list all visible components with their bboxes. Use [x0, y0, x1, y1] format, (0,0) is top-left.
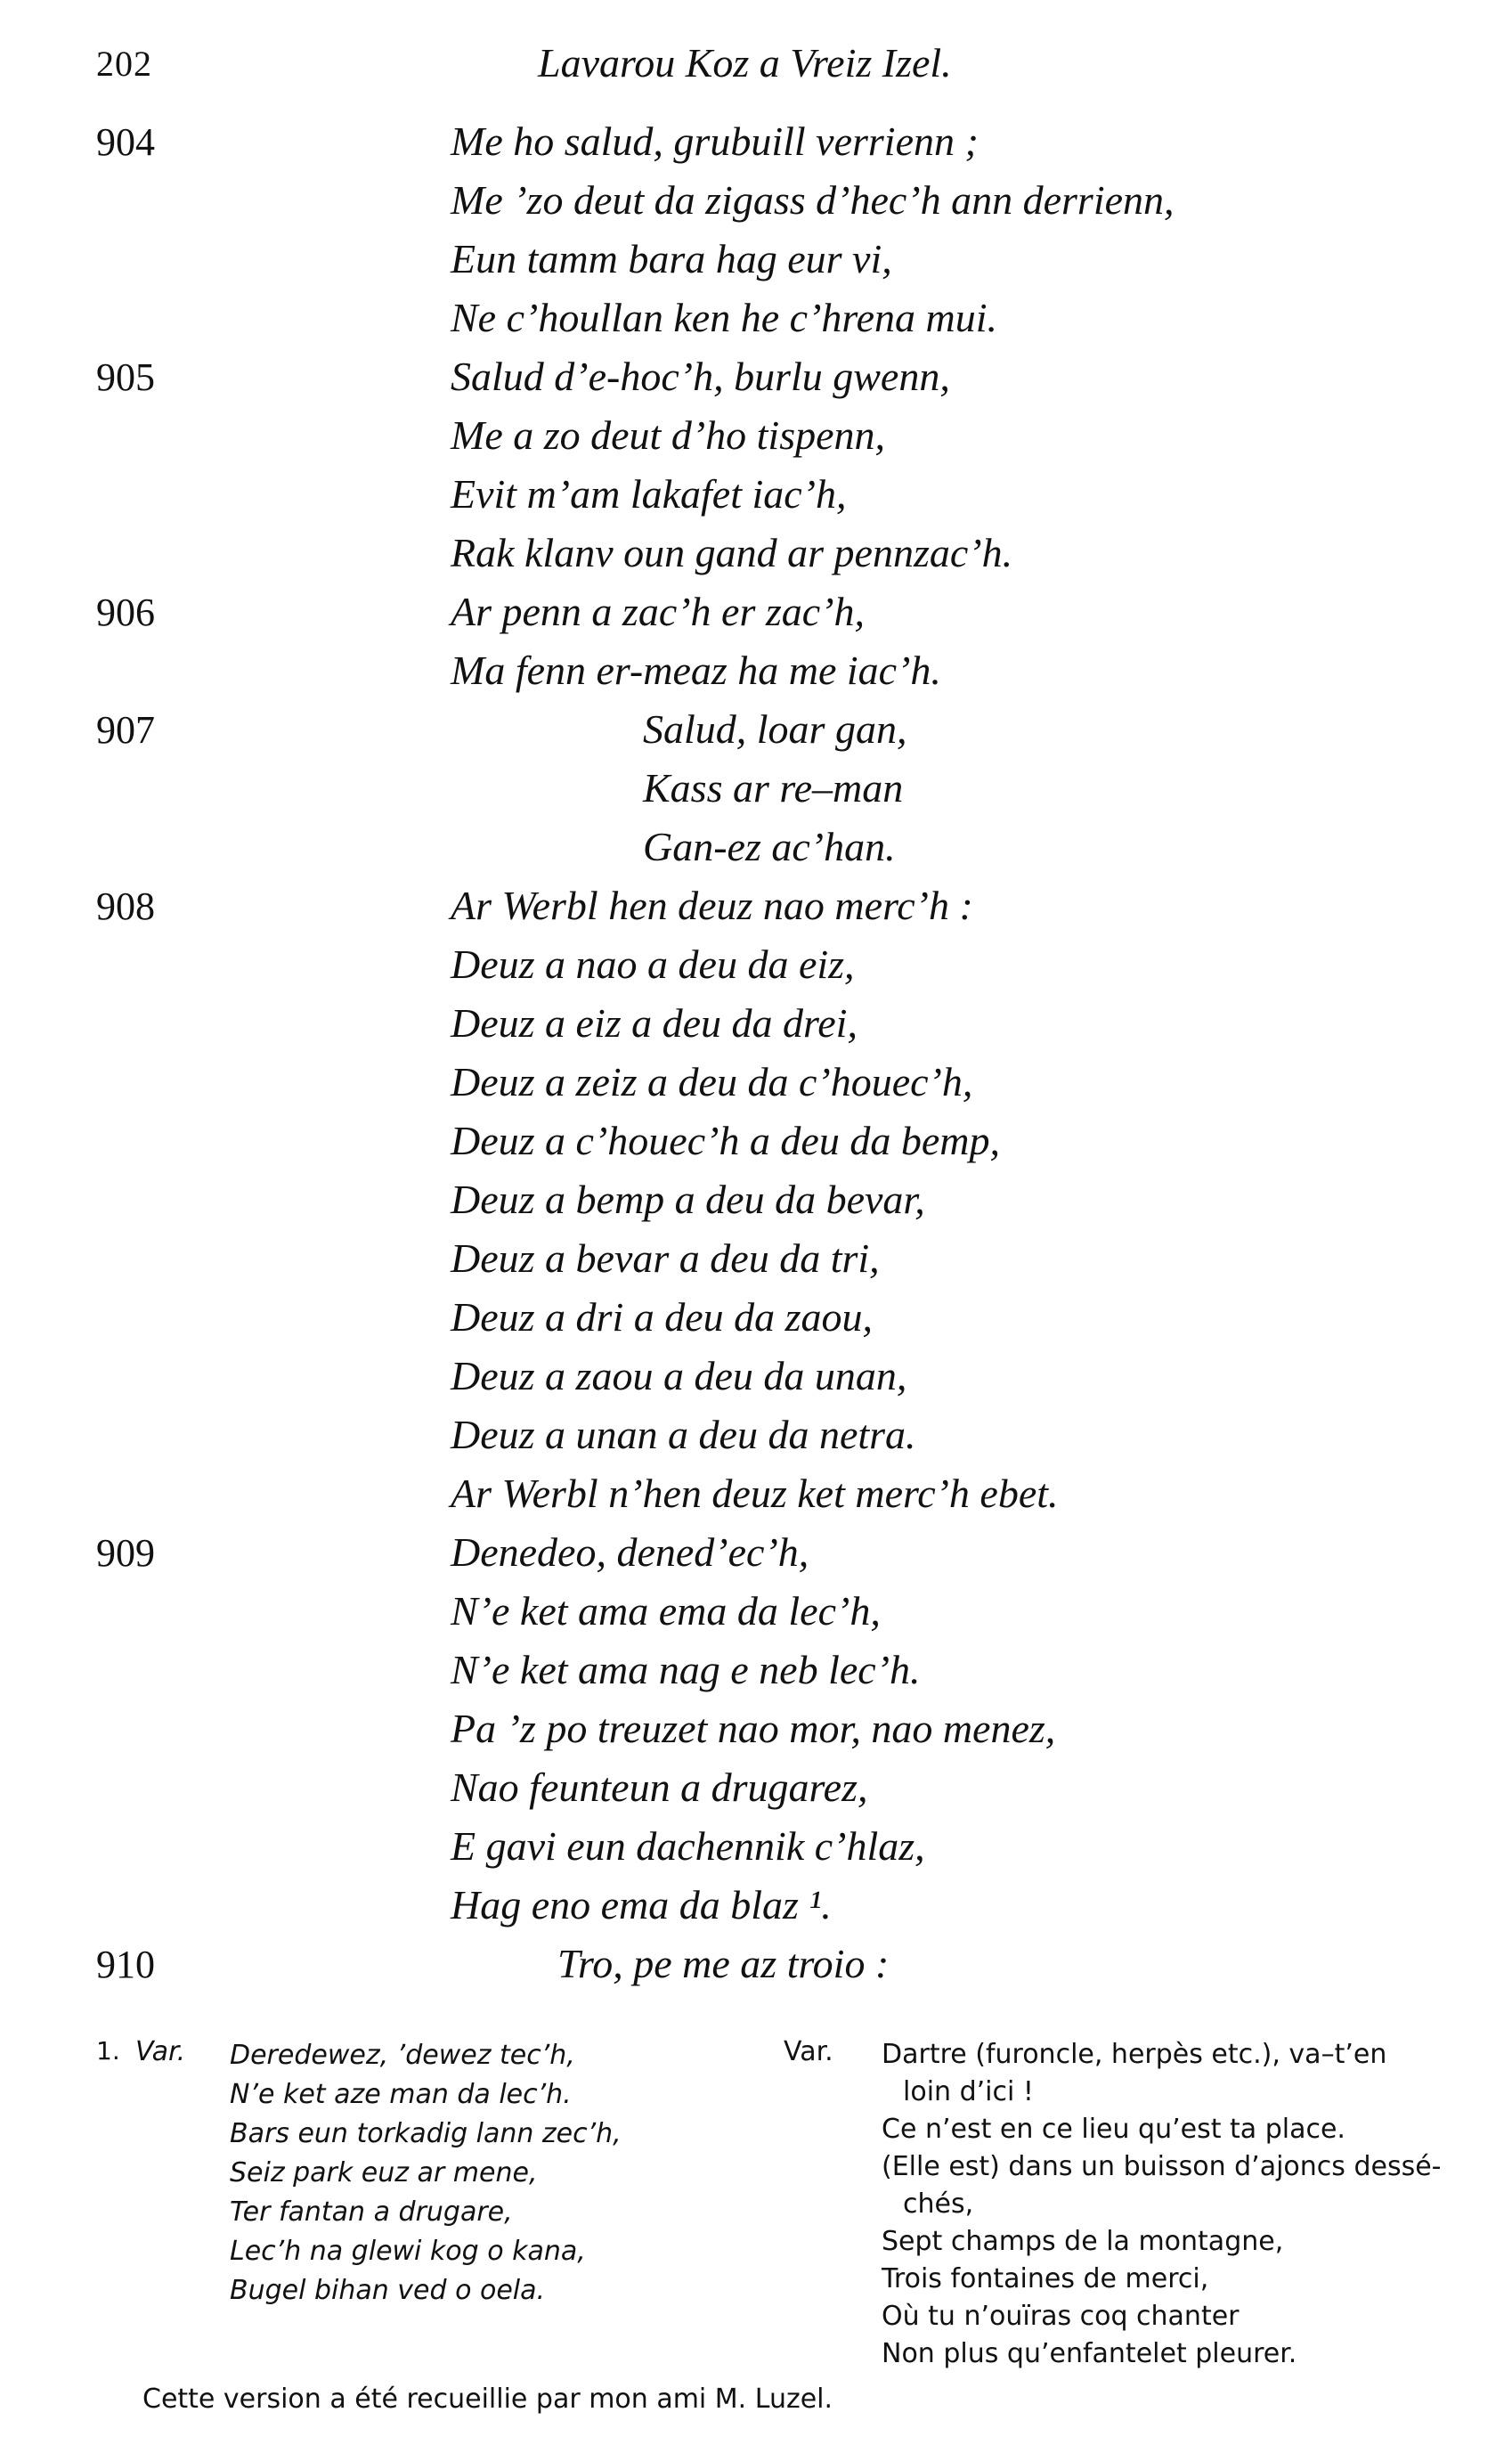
- stanza-lines: [451, 1523, 1055, 1935]
- footnote-line: Dartre (furoncle, herpès etc.), va–t’en: [882, 2039, 1387, 2070]
- verse-line: E gavi eun dachennik c’hlaz,: [451, 1823, 925, 1869]
- footnote-line: Sept champs de la montagne,: [882, 2226, 1284, 2257]
- footnote-line: (Elle est) dans un buisson d’ajoncs dessé-: [882, 2151, 1442, 2182]
- footnote-french-translation: [882, 2036, 1442, 2373]
- stanza-number: 908: [96, 884, 155, 928]
- footnote-variant-label: Var.: [135, 2036, 186, 2067]
- verse-line: Deuz a bemp a deu da bevar,: [451, 1177, 925, 1222]
- verse-line: Salud d’e-hoc’h, burlu gwenn,: [451, 354, 950, 399]
- verse-line: N’e ket ama nag e neb lec’h.: [451, 1647, 921, 1692]
- verse-line: N’e ket ama ema da lec’h,: [451, 1588, 881, 1634]
- verse-line: Denedeo, dened’ec’h,: [451, 1529, 809, 1575]
- footnote-line: Ter fantan a drugare,: [230, 2196, 513, 2228]
- verse-line: Hag eno ema da blaz ¹.: [451, 1882, 832, 1927]
- verse-line: Kass ar re–man: [643, 765, 904, 811]
- verse-line: Me a zo deut d’ho tispenn,: [451, 412, 886, 458]
- stanza-number: 906: [96, 591, 155, 634]
- verse-line: Deuz a unan a deu da netra.: [451, 1412, 916, 1457]
- stanza-number: 910: [96, 1943, 155, 1986]
- footnote-breton-variant: [230, 2036, 622, 2310]
- verse-line: Rak klanv oun gand ar pennzac’h.: [451, 530, 1013, 575]
- verse-line: Ne c’houllan ken he c’hrena mui.: [451, 295, 997, 340]
- footnote-line: Bugel bihan ved o oela.: [230, 2275, 546, 2306]
- footnote-line: Ce n’est en ce lieu qu’est ta place.: [882, 2114, 1345, 2145]
- footnote-line: Bars eun torkadig lann zec’h,: [230, 2118, 622, 2149]
- footnote-line: Seiz park euz ar mene,: [230, 2157, 538, 2188]
- footnote-line: chés,: [903, 2188, 974, 2220]
- footnote-line: Lec’h na glewi kog o kana,: [230, 2236, 586, 2267]
- verse-line: Me ho salud, grubuill verrienn ;: [451, 118, 979, 164]
- footnote-line: N’e ket aze man da lec’h.: [230, 2079, 572, 2110]
- footnote-translation-label: Var.: [784, 2036, 833, 2067]
- verse-line: Deuz a c’houec’h a deu da bemp,: [451, 1118, 1000, 1163]
- stanza-lines: [557, 1935, 889, 1993]
- stanza-lines: [451, 583, 941, 700]
- verse-line: Evit m’am lakafet iac’h,: [451, 471, 847, 517]
- running-head: Lavarou Koz a Vreiz Izel.: [538, 40, 952, 86]
- verse-line: Deuz a zeiz a deu da c’houec’h,: [451, 1059, 973, 1104]
- stanza-number: 904: [96, 120, 155, 164]
- footnote-line: Trois fontaines de merci,: [882, 2263, 1209, 2294]
- stanza-lines: [451, 112, 1175, 347]
- verse-line: Deuz a bevar a deu da tri,: [451, 1235, 880, 1281]
- footnote-line: loin d’ici !: [903, 2076, 1034, 2107]
- verse-line: Eun tamm bara hag eur vi,: [451, 236, 892, 281]
- verse-line: Me ’zo deut da zigass d’hec’h ann derrienn,: [451, 177, 1175, 223]
- stanza-lines: [643, 700, 906, 876]
- stanza-number: 905: [96, 355, 155, 399]
- footnote-line: Non plus qu’enfantelet pleurer.: [882, 2338, 1297, 2369]
- verse-line: Tro, pe me az troio :: [557, 1941, 890, 1986]
- collection-credit: Cette version a été recueillie par mon ami M. Luzel.: [142, 2384, 833, 2415]
- verse-line: Salud, loar gan,: [643, 706, 907, 752]
- verse-line: Deuz a zaou a deu da unan,: [451, 1353, 907, 1398]
- verse-line: Nao feunteun a drugarez,: [451, 1764, 868, 1810]
- verse-line: Deuz a nao a deu da eiz,: [451, 941, 855, 987]
- verse-line: Gan-ez ac’han.: [643, 824, 896, 869]
- footnote-marker: 1.: [96, 2036, 120, 2066]
- stanza-number: 907: [96, 708, 155, 752]
- verse-line: Pa ’z po treuzet nao mor, nao menez,: [451, 1706, 1056, 1751]
- stanza-lines: [451, 347, 1012, 583]
- verse-line: Ma fenn er-meaz ha me iac’h.: [451, 648, 941, 693]
- stanza-lines: [451, 876, 1059, 1523]
- footnote-line: Deredewez, ’dewez tec’h,: [230, 2040, 575, 2071]
- footnote-line: Où tu n’ouïras coq chanter: [882, 2301, 1240, 2332]
- page-number: 202: [96, 44, 152, 84]
- verse-line: Deuz a dri a deu da zaou,: [451, 1294, 874, 1340]
- verse-line: Ar penn a zac’h er zac’h,: [451, 589, 866, 634]
- verse-line: Ar Werbl n’hen deuz ket merc’h ebet.: [451, 1471, 1059, 1516]
- stanza-number: 909: [96, 1531, 155, 1575]
- verse-line: Ar Werbl hen deuz nao merc’h :: [451, 883, 973, 928]
- verse-line: Deuz a eiz a deu da drei,: [451, 1000, 858, 1046]
